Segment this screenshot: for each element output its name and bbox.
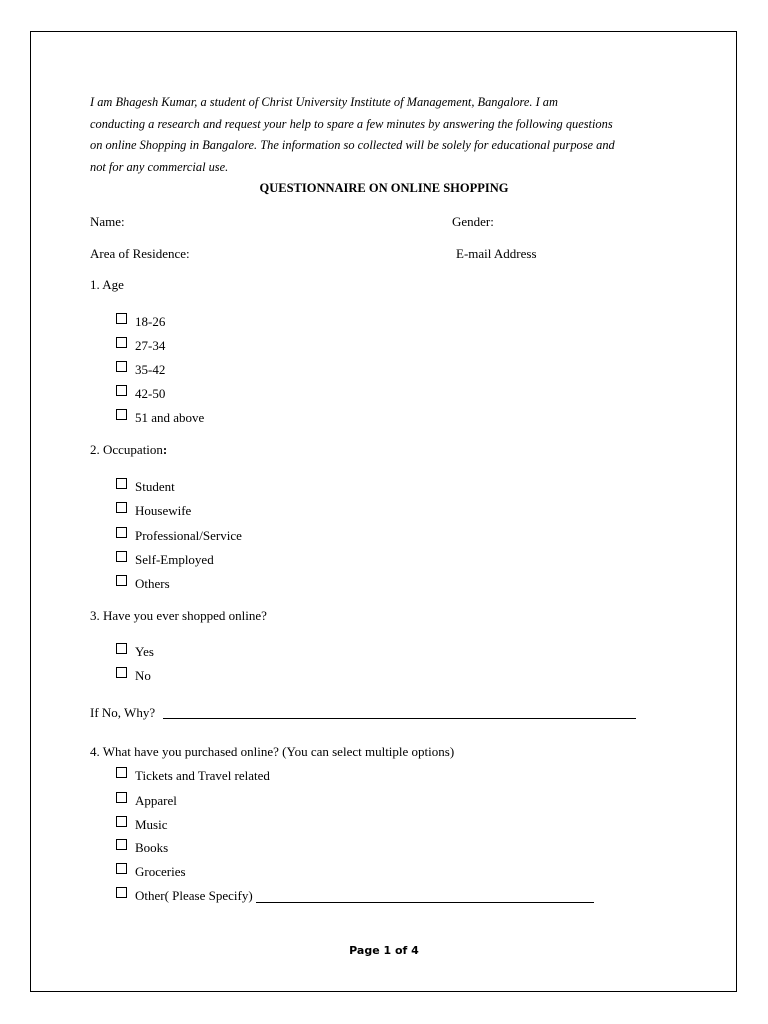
checkbox-purchase-other[interactable] (116, 887, 127, 898)
checkbox-age-27-34[interactable] (116, 337, 127, 348)
option-label: 18-26 (135, 314, 166, 329)
question-shopped-online: 3. Have you ever shopped online? (90, 608, 267, 623)
intro-line: not for any commercial use. (90, 159, 229, 174)
question-occupation-colon: : (162, 442, 168, 457)
checkbox-shopped-yes[interactable] (116, 643, 127, 654)
email-address-label: E-mail Address (456, 246, 537, 261)
question-occupation-text: 2. Occupation (90, 442, 163, 457)
checkbox-age-18-26[interactable] (116, 313, 127, 324)
checkbox-purchase-groceries[interactable] (116, 863, 127, 874)
name-label: Name: (90, 214, 125, 229)
checkbox-occupation-student[interactable] (116, 478, 127, 489)
option-label: Tickets and Travel related (135, 768, 270, 783)
checkbox-purchase-tickets[interactable] (116, 767, 127, 778)
intro-line: conducting a research and request your help to spare a few minutes by answering the following questions (90, 116, 613, 131)
question-occupation (90, 442, 167, 458)
intro-paragraph (90, 92, 690, 178)
option-label: Student (135, 479, 175, 494)
option-label: Apparel (135, 793, 177, 808)
question-age: 1. Age (90, 277, 124, 292)
checkbox-purchase-music[interactable] (116, 816, 127, 827)
option-label: Music (135, 817, 168, 832)
checkbox-occupation-professional[interactable] (116, 527, 127, 538)
intro-line: I am Bhagesh Kumar, a student of Christ University Institute of Management, Bangalore. I am (90, 95, 558, 109)
option-label: 27-34 (135, 338, 166, 353)
option-label: Self-Employed (135, 552, 214, 567)
checkbox-age-35-42[interactable] (116, 361, 127, 372)
checkbox-occupation-self-employed[interactable] (116, 551, 127, 562)
option-label: 35-42 (135, 362, 166, 377)
question-purchased-online: 4. What have you purchased online? (You can select multiple options) (90, 744, 455, 759)
option-label: No (135, 668, 151, 683)
area-of-residence-label: Area of Residence: (90, 246, 190, 261)
page-number: Page 1 of 4 (349, 944, 419, 957)
intro-line: on online Shopping in Bangalore. The information so collected will be solely for educational purpose and (90, 138, 615, 152)
option-label: Groceries (135, 864, 186, 879)
option-label: Others (135, 576, 170, 591)
option-label: Books (135, 840, 169, 855)
other-specify-answer-line[interactable] (256, 902, 594, 903)
if-no-why-answer-line[interactable] (163, 718, 636, 719)
option-label: Other( Please Specify) (135, 888, 253, 903)
questionnaire-title: QUESTIONNAIRE ON ONLINE SHOPPING (259, 181, 509, 195)
if-no-why-label: If No, Why? (90, 705, 156, 720)
option-label: Professional/Service (135, 528, 242, 543)
option-label: Housewife (135, 503, 192, 518)
checkbox-shopped-no[interactable] (116, 667, 127, 678)
option-label: 42-50 (135, 386, 166, 401)
checkbox-purchase-books[interactable] (116, 839, 127, 850)
gender-label: Gender: (452, 214, 494, 229)
option-label: 51 and above (135, 410, 205, 425)
checkbox-purchase-apparel[interactable] (116, 792, 127, 803)
checkbox-age-51-above[interactable] (116, 409, 127, 420)
option-label: Yes (135, 644, 154, 659)
checkbox-occupation-housewife[interactable] (116, 502, 127, 513)
checkbox-occupation-others[interactable] (116, 575, 127, 586)
checkbox-age-42-50[interactable] (116, 385, 127, 396)
